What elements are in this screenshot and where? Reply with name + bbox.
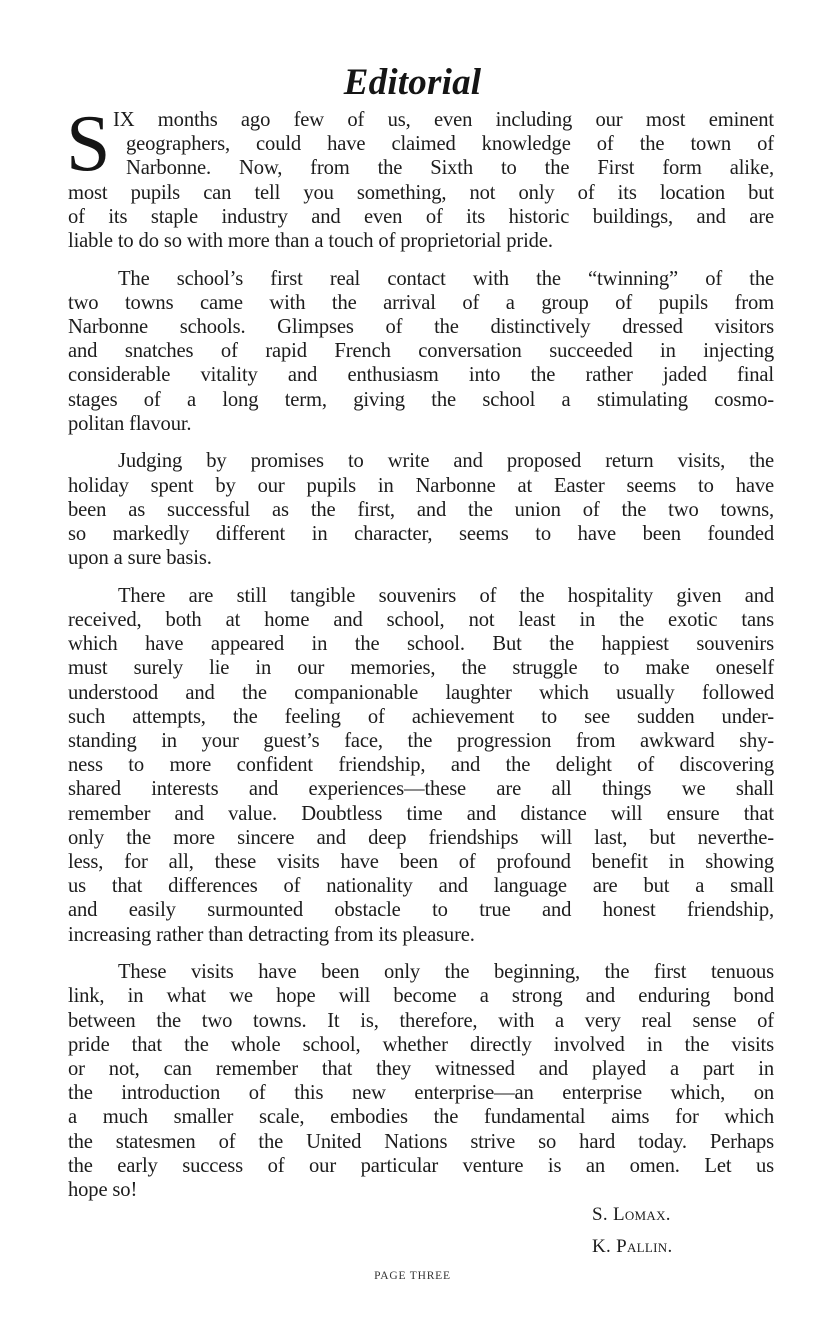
text-line: hope so! <box>68 1178 138 1201</box>
text-line: ness to more confident friendship, and the delight of discovering <box>68 754 774 777</box>
text-line: the early success of our particular venture is an omen. Let us <box>68 1154 774 1177</box>
editorial-body <box>66 100 774 1216</box>
text-line: or not, can remember that they witnessed and played a part in <box>68 1057 774 1080</box>
text-line: of its staple industry and even of its historic buildings, and are <box>68 205 774 228</box>
text-line: between the two towns. It is, therefore, with a very real sense of <box>68 1009 774 1032</box>
page-number: PAGE THREE <box>374 1270 451 1282</box>
text-line: upon a sure basis. <box>68 547 212 570</box>
text-line: only the more sincere and deep friendships will last, but neverthe- <box>68 826 774 849</box>
text-line: received, both at home and school, not least in the exotic tans <box>68 609 774 632</box>
text-line: IX months ago few of us, even including our most eminent <box>113 109 774 131</box>
text-line: increasing rather than detracting from its pleasure. <box>68 923 475 946</box>
text-line: the statesmen of the United Nations strive so hard today. Perhaps <box>68 1130 774 1153</box>
text-line: The school’s first real contact with the “twinning” of the <box>118 267 774 290</box>
text-line: less, for all, these visits have been of profound benefit in showing <box>68 850 774 873</box>
text-line: These visits have been only the beginning, the first tenuous <box>118 961 774 984</box>
text-line: so markedly different in character, seems to have been founded <box>68 523 774 545</box>
text-line: Narbonne. Now, from the Sixth to the First form alike, <box>126 157 774 180</box>
text-line: holiday spent by our pupils in Narbonne at Easter seems to have <box>68 474 774 497</box>
text-line: and easily surmounted obstacle to true and honest friendship, <box>68 899 774 922</box>
text-line: politan flavour. <box>68 412 192 435</box>
text-line: must surely lie in our memories, the struggle to make oneself <box>68 657 774 680</box>
text-line: pride that the whole school, whether directly involved in the visits <box>68 1033 774 1056</box>
text-line: us that differences of nationality and language are but a small <box>68 875 774 898</box>
text-line: and snatches of rapid French conversation succeeded in injecting <box>68 340 774 363</box>
text-line: remember and value. Doubtless time and distance will ensure that <box>68 802 774 825</box>
text-line: understood and the companionable laughter which usually followed <box>68 681 774 704</box>
text-line: Judging by promises to write and proposed return visits, the <box>118 450 774 473</box>
text-line: geographers, could have claimed knowledge of the town of <box>126 133 774 156</box>
text-line: There are still tangible souvenirs of the hospitality given and <box>118 584 774 607</box>
text-line: been as successful as the first, and the union of the two towns, <box>68 498 774 521</box>
text-line: such attempts, the feeling of achievement to see sudden under- <box>68 705 774 728</box>
paragraph-1 <box>66 100 774 253</box>
text-line: Narbonne schools. Glimpses of the distinctively dressed visitors <box>68 316 774 338</box>
text-line: shared interests and experiences—these are all things we shall <box>68 778 774 801</box>
text-line: considerable vitality and enthusiasm into the rather jaded final <box>68 364 774 387</box>
paragraph-5 <box>68 960 774 1202</box>
paragraph-2 <box>68 267 774 436</box>
text-line: stages of a long term, giving the school a stimulating cosmo- <box>68 388 774 411</box>
signature-2: K. Pallin. <box>592 1236 673 1257</box>
paragraph-4 <box>68 584 774 947</box>
signature-1: S. Lomax. <box>592 1204 671 1225</box>
text-line: two towns came with the arrival of a group of pupils from <box>68 291 774 314</box>
text-line: link, in what we hope will become a strong and enduring bond <box>68 985 774 1008</box>
text-line: a much smaller scale, embodies the fundamental aims for which <box>68 1106 774 1129</box>
text-line: most pupils can tell you something, not only of its location but <box>68 181 774 204</box>
paragraph-3 <box>68 449 774 570</box>
text-line: which have appeared in the school. But the happiest souvenirs <box>68 633 774 656</box>
text-line: liable to do so with more than a touch of proprietorial pride. <box>68 229 553 252</box>
page-title: Editorial <box>343 61 482 103</box>
text-line: the introduction of this new enterprise—an enterprise which, on <box>68 1082 774 1105</box>
text-line: standing in your guest’s face, the progression from awkward shy- <box>68 730 774 752</box>
drop-cap: S <box>66 100 111 188</box>
